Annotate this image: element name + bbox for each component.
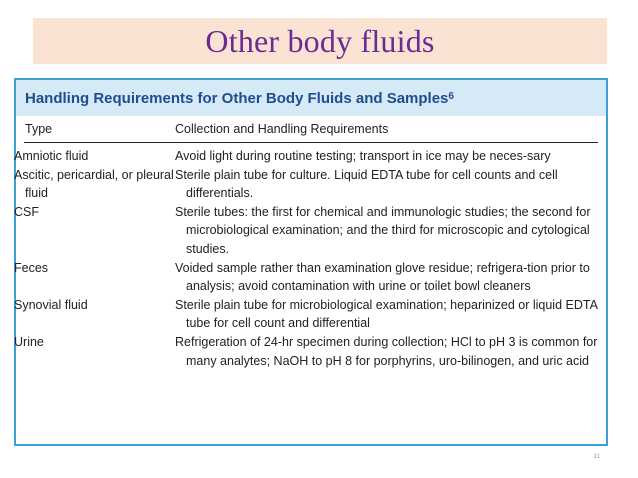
slide-title-banner xyxy=(33,18,607,64)
row-requirements-synovial: Sterile plain tube for microbiological examination; heparinized or liquid EDTA tube for cell count and differential xyxy=(175,297,598,331)
row-requirements-feces: Voided sample rather than examination glove residue; refrigera-tion prior to analysis; avoid contamination with urine or toilet bowl cleaners xyxy=(175,260,590,294)
column-header-requirements: Collection and Handling Requirements xyxy=(175,122,389,136)
row-requirements-csf: Sterile tubes: the first for chemical and immunologic studies; the second for microbiological examination; and the third for microscopic and cytological studies. xyxy=(175,204,591,256)
table-caption-reference: 6 xyxy=(448,90,454,102)
slide-title: Other body fluids xyxy=(205,22,435,59)
table-body xyxy=(14,147,598,370)
page-number: 11 xyxy=(593,454,600,460)
table-row xyxy=(14,166,598,203)
table-row xyxy=(14,259,598,296)
row-type-amniotic: Amniotic fluid xyxy=(14,149,89,163)
row-requirements-urine: Refrigeration of 24-hr specimen during collection; HCl to pH 3 is common for many analytes; NaOH to pH 8 for porphyrins, uro-bilinogen, and uric acid xyxy=(175,334,598,368)
table-row xyxy=(14,147,598,166)
table-row xyxy=(14,203,598,259)
row-type-urine: Urine xyxy=(14,334,44,349)
table-caption-text: Handling Requirements for Other Body Fluids and Samples xyxy=(25,89,449,107)
row-requirements-ascitic: Sterile plain tube for culture. Liquid EDTA tube for cell counts and cell differentials. xyxy=(175,167,558,201)
table-header-row xyxy=(24,116,598,143)
row-type-ascitic: Ascitic, pericardial, or pleural fluid xyxy=(14,167,174,201)
table-row xyxy=(14,296,598,333)
table-caption xyxy=(16,80,606,116)
column-header-type: Type xyxy=(25,122,53,136)
handling-requirements-table xyxy=(14,78,608,446)
row-type-csf: CSF xyxy=(14,204,39,219)
row-requirements-amniotic: Avoid light during routine testing; transport in ice may be neces-sary xyxy=(175,149,551,163)
row-type-synovial: Synovial fluid xyxy=(14,297,88,312)
row-type-feces: Feces xyxy=(14,260,49,275)
table-row xyxy=(14,333,598,370)
